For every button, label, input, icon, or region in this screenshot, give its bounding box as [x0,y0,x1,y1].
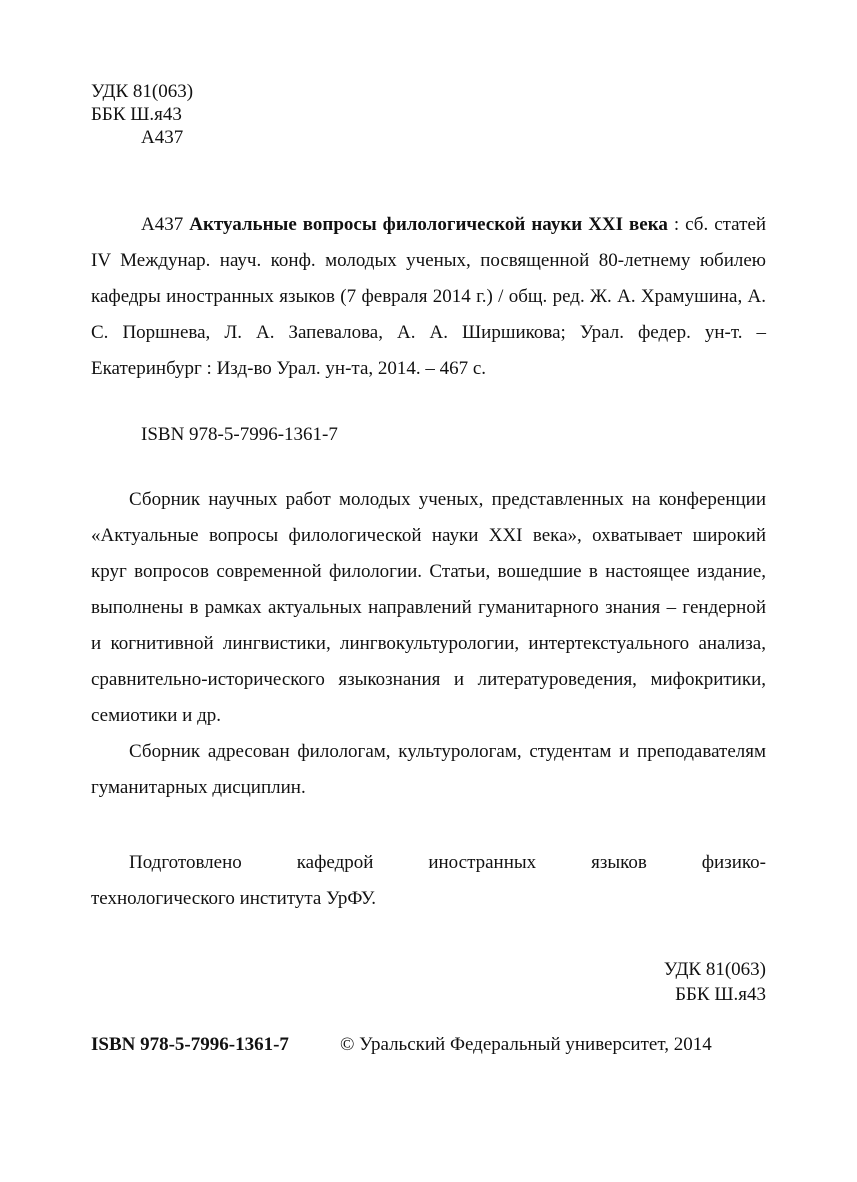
prepared-line-2: технологического института УрФУ. [91,888,377,909]
annotation-paragraph: Сборник научных работ молодых ученых, представленных на конференции «Актуальные вопросы филологической науки XXI века», охватывает широкий круг вопросов современной филологии. Статьи, вошедшие в настоящее издание, выполнены в рамках актуальных направлений гуманитарного знания – гендерной и когнитивной лингвистики, лингвокультурологии, интертекстуального анализа, сравнительно-исторического языкознания и литературоведения, мифокритики, семиотики и др. [91,489,766,726]
prepared-word: иностранных [428,852,537,873]
annotation-paragraph: Сборник адресован филологам, культурологам, студентам и преподавателям гуманитарных дисциплин. [91,741,766,798]
biblio-mark: А437 [141,214,184,235]
udk-code: УДК 81(063) [91,81,194,102]
author-mark: А437 [141,127,184,148]
prepared-word: Подготовлено [129,852,242,873]
prepared-word: физико- [701,852,766,873]
prepared-word: кафедрой [296,852,374,873]
classification-block-bottom [664,957,766,1007]
classification-block-top [91,80,193,149]
biblio-details: : сб. статей IV Междунар. науч. конф. молодых ученых, посвященной 80-летнему юбилею кафедры иностранных языков (7 февраля 2014 г.) / общ. ред. Ж. А. Храмушина, А. С. Поршнева, Л. А. Запевалова, А. А. Ширшикова; Урал. федер. ун-т. – Екатеринбург : Изд-во Урал. ун-та, 2014. – 467 с. [91,214,767,379]
footer-isbn: ISBN 978-5-7996-1361-7 [91,1034,289,1055]
bbk-code: ББК Ш.я43 [675,984,766,1005]
copyright-notice: © Уральский Федеральный университет, 2014 [340,1034,712,1055]
prepared-line-1 [91,845,766,881]
prepared-word: языков [591,852,647,873]
book-title: Актуальные вопросы филологической науки XXI века [189,214,668,235]
udk-code: УДК 81(063) [663,959,766,980]
isbn-number: ISBN 978-5-7996-1361-7 [141,424,338,445]
prepared-by-note [91,845,766,917]
bbk-code: ББК Ш.я43 [91,104,182,125]
annotation [91,482,766,806]
bibliographic-description [91,207,766,387]
